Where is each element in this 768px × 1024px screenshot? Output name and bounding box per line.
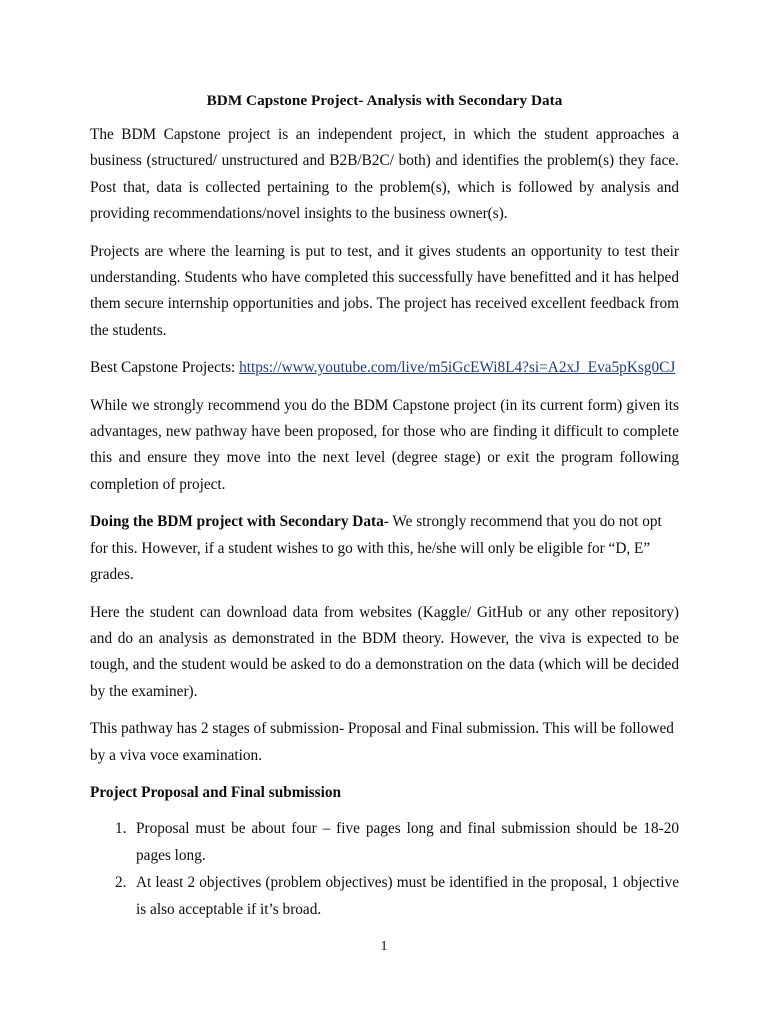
submission-requirements-list	[90, 816, 679, 923]
section-heading-project-proposal: Project Proposal and Final submission	[90, 783, 342, 801]
paragraph-best-capstone-projects	[90, 355, 679, 381]
paragraph-intro: The BDM Capstone project is an independent project, in which the student approaches a business (structured/ unstructured and B2B/B2C/ both) and identifies the problem(s) they face. Post that, data is collected pertaining to the problem(s), which is followed by analysis and providing recommendations/novel insights to the business owner(s).	[90, 126, 679, 223]
paragraph-projects-learning: Projects are where the learning is put to test, and it gives students an opportunity to test their understanding. Students who have completed this successfully have benefitted and it has helped them secure internship opportunities and jobs. The project has received excellent feedback from the students.	[90, 242, 679, 339]
paragraph-stages-of-submission: This pathway has 2 stages of submission- Proposal and Final submission. This will be followed by a viva voce examination.	[90, 720, 674, 764]
paragraph-secondary-data	[90, 509, 679, 588]
list-item: Proposal must be about four – five pages long and final submission should be 18-20 pages long.	[136, 820, 679, 864]
paragraph-recommendation-pathway: While we strongly recommend you do the BDM Capstone project (in its current form) given its advantages, new pathway have been proposed, for those who are finding it difficult to complete this and ensure they move into the next level (degree stage) or exit the program following completion of project.	[90, 396, 679, 493]
secondary-data-bold-lead: Doing the BDM project with Secondary Data	[90, 513, 384, 531]
secondary-data-rest: - We strongly recommend that you do not opt for this. However, if a student wishes to go with this, he/she will only be eligible for “D, E” grades.	[90, 513, 662, 584]
paragraph-download-data: Here the student can download data from websites (Kaggle/ GitHub or any other repository) and do an analysis as demonstrated in the BDM theory. However, the viva is expected to be tough, and the student would be asked to do a demonstration on the data (which will be decided by the examiner).	[90, 603, 679, 700]
document-body	[90, 88, 679, 924]
page-number-footer: 1	[380, 939, 388, 954]
list-item: At least 2 objectives (problem objectives) must be identified in the proposal, 1 objective is also acceptable if it’s broad.	[136, 874, 679, 918]
document-title: BDM Capstone Project- Analysis with Secondary Data	[206, 92, 563, 109]
best-capstone-projects-label: Best Capstone Projects:	[90, 359, 240, 377]
youtube-live-link[interactable]: https://www.youtube.com/live/m5iGcEWi8L4?si=A2xJ_Eva5pKsg0CJ	[239, 359, 676, 377]
